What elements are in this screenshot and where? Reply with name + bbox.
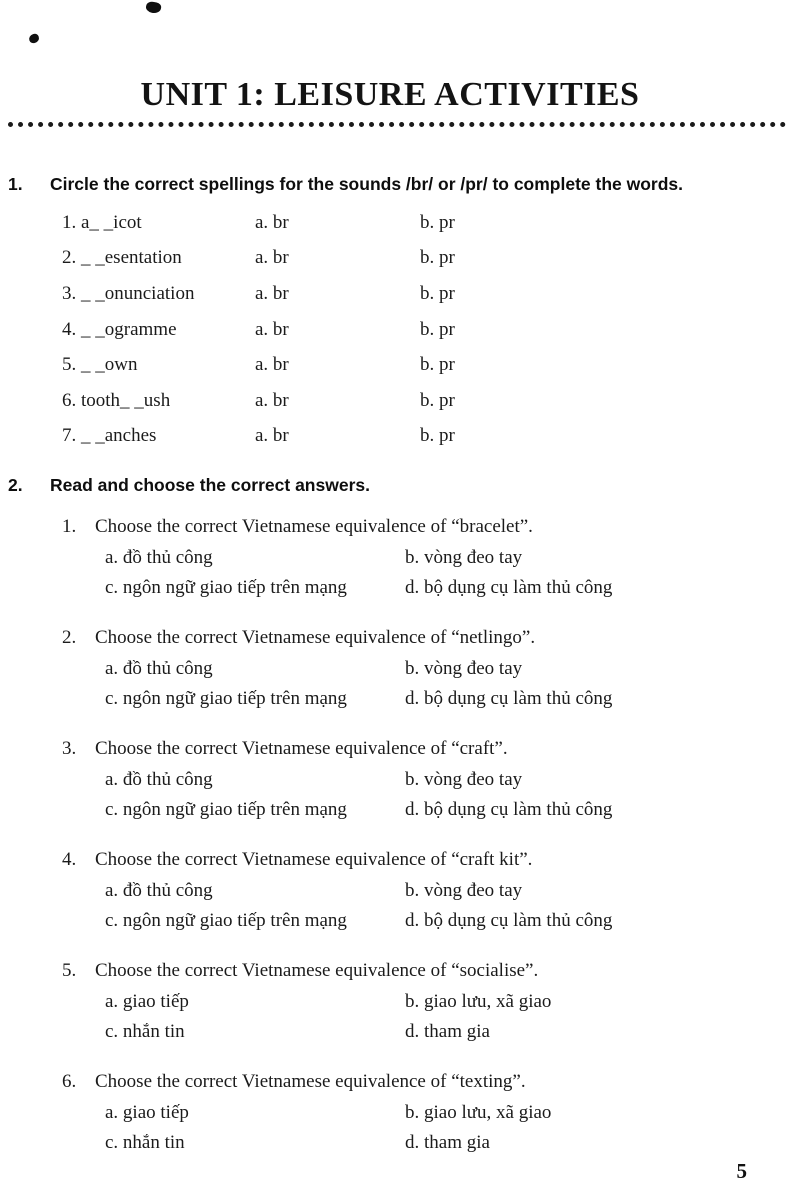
option-a: a. br xyxy=(255,318,289,340)
options-grid xyxy=(105,876,786,936)
option-b: b. pr xyxy=(420,282,455,304)
option-b: b. vòng đeo tay xyxy=(405,547,523,569)
spelling-row xyxy=(62,347,786,383)
option-c: c. ngôn ngữ giao tiếp trên mạng xyxy=(105,799,347,821)
exercise-2-heading xyxy=(8,474,786,496)
option-b: b. pr xyxy=(420,247,455,269)
option-a: a. đồ thủ công xyxy=(105,547,213,569)
spelling-table xyxy=(62,205,786,454)
spelling-row xyxy=(62,419,786,455)
exercise-1-heading xyxy=(8,173,786,195)
option-b: b. vòng đeo tay xyxy=(405,658,523,680)
question-line xyxy=(62,732,786,765)
question-block xyxy=(62,732,786,825)
question-text: Choose the correct Vietnamese equivalence of “craft”. xyxy=(95,738,508,760)
option-b: b. pr xyxy=(420,211,455,233)
option-a: a. br xyxy=(255,247,289,269)
option-c: c. ngôn ngữ giao tiếp trên mạng xyxy=(105,910,347,932)
question-number: 2. xyxy=(62,627,77,649)
question-text: Choose the correct Vietnamese equivalence of “bracelet”. xyxy=(95,516,533,538)
option-d: d. bộ dụng cụ làm thủ công xyxy=(405,688,613,710)
spelling-row xyxy=(62,312,786,348)
question-line xyxy=(62,954,786,987)
option-a: a. br xyxy=(255,354,289,376)
option-c: c. nhắn tin xyxy=(105,1021,185,1043)
option-d: d. bộ dụng cụ làm thủ công xyxy=(405,577,613,599)
option-a: a. đồ thủ công xyxy=(105,769,213,791)
option-d: d. tham gia xyxy=(405,1021,490,1043)
question-line xyxy=(62,843,786,876)
option-b: b. pr xyxy=(420,425,455,447)
spelling-word: 7. _ _anches xyxy=(62,425,157,447)
question-number: 1. xyxy=(62,516,77,538)
option-a: a. br xyxy=(255,282,289,304)
question-list xyxy=(8,510,786,1158)
question-line xyxy=(62,1065,786,1098)
option-a: a. giao tiếp xyxy=(105,991,189,1013)
option-c: c. ngôn ngữ giao tiếp trên mạng xyxy=(105,688,347,710)
unit-title: UNIT 1: LEISURE ACTIVITIES xyxy=(140,76,640,113)
scan-artifact xyxy=(145,1,162,15)
question-text: Choose the correct Vietnamese equivalence of “socialise”. xyxy=(95,960,539,982)
spelling-row xyxy=(62,276,786,312)
spelling-word: 5. _ _own xyxy=(62,354,138,376)
option-b: b. giao lưu, xã giao xyxy=(405,991,552,1013)
question-number: 6. xyxy=(62,1071,77,1093)
question-block xyxy=(62,510,786,603)
question-line xyxy=(62,621,786,654)
options-grid xyxy=(105,543,786,603)
option-b: b. vòng đeo tay xyxy=(405,769,523,791)
option-a: a. br xyxy=(255,389,289,411)
exercise-2 xyxy=(8,474,786,1158)
spelling-word: 2. _ _esentation xyxy=(62,247,182,269)
option-b: b. giao lưu, xã giao xyxy=(405,1102,552,1124)
option-a: a. br xyxy=(255,425,289,447)
question-block xyxy=(62,954,786,1047)
question-block xyxy=(62,1065,786,1158)
spelling-word: 6. tooth_ _ush xyxy=(62,389,171,411)
option-d: d. bộ dụng cụ làm thủ công xyxy=(405,799,613,821)
option-c: c. ngôn ngữ giao tiếp trên mạng xyxy=(105,577,347,599)
option-a: a. br xyxy=(255,211,289,233)
spelling-word: 3. _ _onunciation xyxy=(62,282,195,304)
option-d: d. bộ dụng cụ làm thủ công xyxy=(405,910,613,932)
option-b: b. pr xyxy=(420,389,455,411)
option-a: a. đồ thủ công xyxy=(105,880,213,902)
exercise-2-number: 2. xyxy=(8,475,23,496)
option-a: a. giao tiếp xyxy=(105,1102,189,1124)
question-number: 4. xyxy=(62,849,77,871)
exercise-2-instruction: Read and choose the correct answers. xyxy=(50,475,370,496)
options-grid xyxy=(105,987,786,1047)
question-text: Choose the correct Vietnamese equivalence of “netlingo”. xyxy=(95,627,536,649)
options-grid xyxy=(105,654,786,714)
spelling-word: 1. a_ _icot xyxy=(62,211,142,233)
option-b: b. pr xyxy=(420,354,455,376)
spelling-row xyxy=(62,205,786,241)
option-a: a. đồ thủ công xyxy=(105,658,213,680)
spelling-row xyxy=(62,383,786,419)
question-block xyxy=(62,621,786,714)
option-d: d. tham gia xyxy=(405,1132,490,1154)
question-text: Choose the correct Vietnamese equivalence of “craft kit”. xyxy=(95,849,533,871)
exercise-1-number: 1. xyxy=(8,174,23,194)
option-b: b. pr xyxy=(420,318,455,340)
question-text: Choose the correct Vietnamese equivalence of “texting”. xyxy=(95,1071,526,1093)
options-grid xyxy=(105,765,786,825)
exercise-1-instruction: Circle the correct spellings for the sounds /br/ or /pr/ to complete the words. xyxy=(50,174,684,194)
question-block xyxy=(62,843,786,936)
scan-artifact xyxy=(28,33,40,45)
question-line xyxy=(62,510,786,543)
page-number: 5 xyxy=(736,1159,747,1183)
question-number: 5. xyxy=(62,960,77,982)
spelling-row xyxy=(62,241,786,277)
spelling-word: 4. _ _ogramme xyxy=(62,318,177,340)
exercise-1 xyxy=(8,173,786,454)
option-c: c. nhắn tin xyxy=(105,1132,185,1154)
option-b: b. vòng đeo tay xyxy=(405,880,523,902)
question-number: 3. xyxy=(62,738,77,760)
dotted-divider xyxy=(8,122,786,127)
options-grid xyxy=(105,1098,786,1158)
